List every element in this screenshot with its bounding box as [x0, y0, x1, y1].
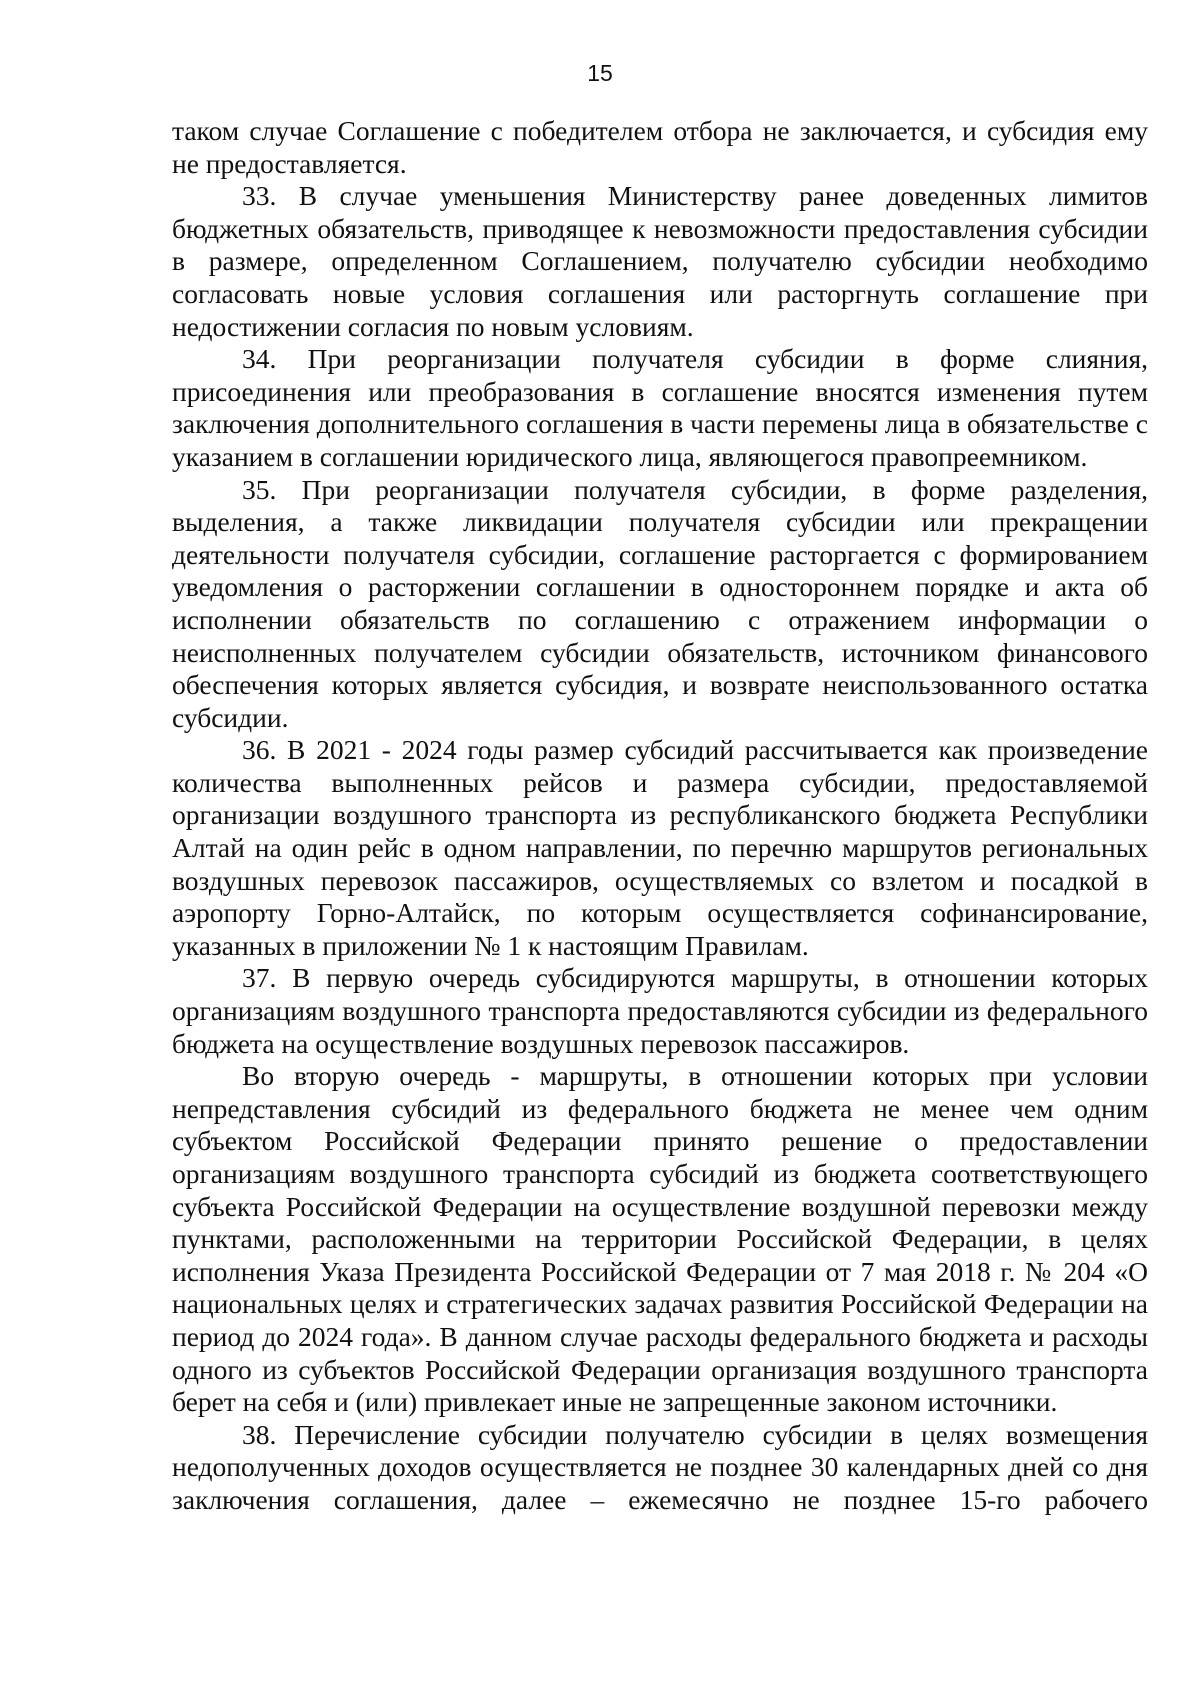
paragraph-37: 37. В первую очередь субсидируются маршруты, в отношении которых организациям воздушного транспорта предоставляются субсидии из федерального бюджета на осуществление воздушных перевозок пассажиров. [172, 962, 1148, 1059]
paragraph-35: 35. При реорганизации получателя субсидии, в форме разделения, выделения, а также ликвидации получателя субсидии или прекращении деятельности получателя субсидии, соглашение расторгается с формированием уведомления о расторжении соглашении в одностороннем порядке и акта об исполнении обязательств по соглашению с отражением информации о неисполненных получателем субсидии обязательств, источником финансового обеспечения которых является субсидия, и возврате неиспользованного остатка субсидии. [172, 473, 1148, 733]
document-body [172, 115, 1148, 1517]
paragraph-36: 36. В 2021 - 2024 годы размер субсидий рассчитывается как произведение количества выполненных рейсов и размера субсидии, предоставляемой организации воздушного транспорта из республиканского бюджета Республики Алтай на один рейс в одном направлении, по перечню маршрутов региональных воздушных перевозок пассажиров, осуществляемых со взлетом и посадкой в аэропорту Горно-Алтайск, по которым осуществляется софинансирование, указанных в приложении № 1 к настоящим Правилам. [172, 734, 1148, 961]
paragraph-33: 33. В случае уменьшения Министерству ранее доведенных лимитов бюджетных обязательств, приводящее к невозможности предоставления субсидии в размере, определенном Соглашением, получателю субсидии необходимо согласовать новые условия соглашения или расторгнуть соглашение при недостижении согласия по новым условиям. [172, 180, 1148, 342]
paragraph-34: 34. При реорганизации получателя субсидии в форме слияния, присоединения или преобразования в соглашение вносятся изменения путем заключения дополнительного соглашения в части перемены лица в обязательстве с указанием в соглашении юридического лица, являющегося правопреемником. [172, 343, 1148, 472]
page-number: 15 [587, 60, 613, 86]
paragraph-37-second-priority: Во вторую очередь - маршруты, в отношении которых при условии непредставления субсидий из федерального бюджета не менее чем одним субъектом Российской Федерации принято решение о предоставлении организациям воздушного транспорта субсидий из бюджета соответствующего субъекта Российской Федерации на осуществление воздушной перевозки между пунктами, расположенными на территории Российской Федерации, в целях исполнения Указа Президента Российской Федерации от 7 мая 2018 г. № 204 «О национальных целях и стратегических задачах развития Российской Федерации на период до 2024 года». В данном случае расходы федерального бюджета и расходы одного из субъектов Российской Федерации организация воздушного транспорта берет на себя и (или) привлекает иные не запрещенные законом источники. [172, 1060, 1148, 1418]
paragraph-continuation: таком случае Соглашение с победителем отбора не заключается, и субсидия ему не предоставляется. [172, 115, 1148, 179]
paragraph-38: 38. Перечисление субсидии получателю субсидии в целях возмещения недополученных доходов осуществляется не позднее 30 календарных дней со дня заключения соглашения, далее – ежемесячно не позднее 15-го рабочего [172, 1418, 1148, 1515]
